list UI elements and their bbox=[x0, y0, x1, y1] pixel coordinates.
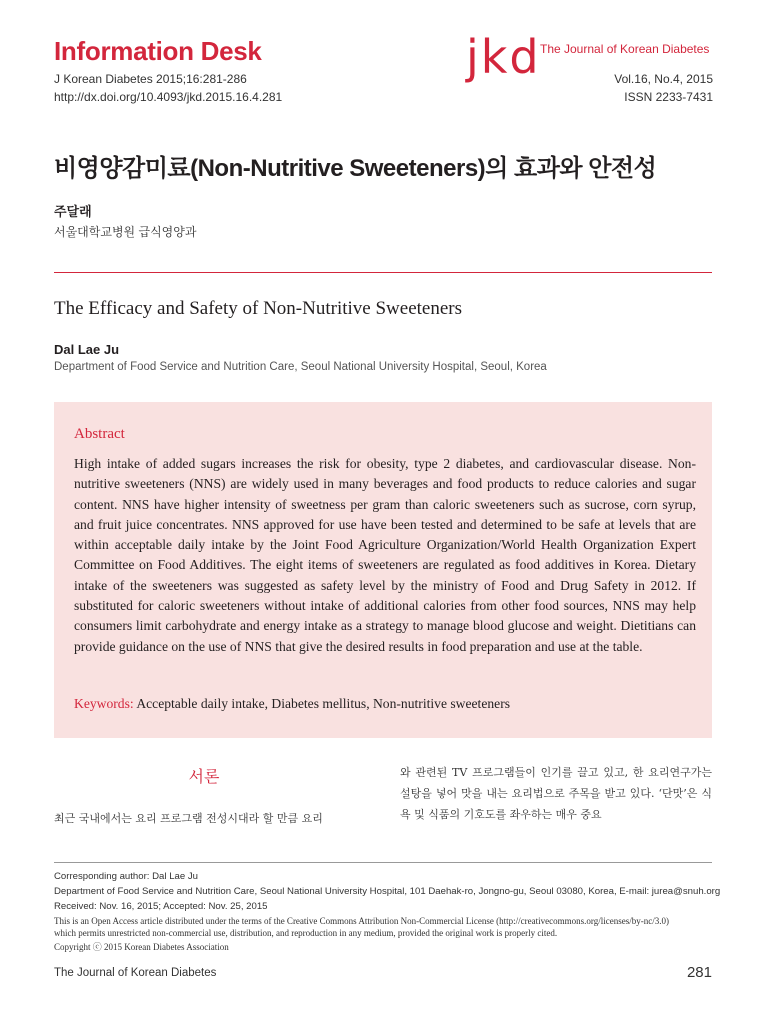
english-author: Dal Lae Ju bbox=[54, 342, 120, 357]
corresponding-author: Corresponding author: Dal Lae Ju bbox=[54, 871, 198, 882]
korean-title: 비영양감미료(Non-Nutritive Sweeteners)의 효과와 안전성 bbox=[54, 155, 657, 182]
abstract-body: High intake of added sugars increases the risk for obesity, type 2 diabetes, and cardiovascular disease. Non-nutritive sweeteners (NNS) are widely used in many beverages and food products to reduce calories and sugar content. NNS have higher intensity of sweetness per gram than caloric sweeteners such as sucrose, corn syrup, and fruit juice concentrates. NNS approved for use have been tested and determined to be safe at levels that are within acceptable daily intake by the Joint Food Agriculture Organization/World Health Organization Expert Committee on Food Additives. The eight items of sweeteners are regulated as food additives in Korea. Dietary intake of the sweeteners was suggested as safety level by the ministry of Food and Drug Safety in 2012. If substituted for caloric sweeteners without intake of additional calories from other food sources, NNS may help consumers limit carbohydrate and energy intake as a strategy to manage blood glucose and weight. Dietitians can provide guidance on the use of NNS that give the desired results in food preparation and use at the table. bbox=[74, 456, 696, 654]
volume-info: Vol.16, No.4, 2015 bbox=[614, 72, 713, 86]
english-title: The Efficacy and Safety of Non-Nutritive Sweeteners bbox=[54, 298, 462, 319]
english-affiliation: Department of Food Service and Nutrition Care, Seoul National University Hospital, Seoul, Korea bbox=[54, 361, 547, 373]
license-line-2: which permits unrestricted non-commercial use, distribution, and reproduction in any medium, provided the original work is properly cited. bbox=[54, 928, 558, 938]
section-label: Information Desk bbox=[54, 36, 262, 66]
abstract-heading: Abstract bbox=[74, 426, 125, 442]
footnote-divider bbox=[54, 862, 712, 863]
keywords-list: Acceptable daily intake, Diabetes mellitus, Non-nutritive sweeteners bbox=[136, 696, 511, 711]
journal-logo: jkd bbox=[466, 30, 541, 84]
author-address: Department of Food Service and Nutrition Care, Seoul National University Hospital, 101 Daehak-ro, Jongno-gu, Seoul 03080, Korea, E-mail: jurea@snuh.org bbox=[54, 886, 721, 897]
intro-heading: 서론 bbox=[188, 767, 220, 786]
journal-name: The Journal of Korean Diabetes bbox=[540, 42, 710, 56]
copyright: Copyright ⓒ 2015 Korean Diabetes Association bbox=[54, 942, 229, 952]
doi-link[interactable]: http://dx.doi.org/10.4093/jkd.2015.16.4.281 bbox=[54, 90, 283, 104]
footer-journal-name: The Journal of Korean Diabetes bbox=[54, 967, 217, 979]
intro-left-column: 최근 국내에서는 요리 프로그램 전성시대라 할 만큼 요리 bbox=[54, 812, 323, 825]
issn: ISSN 2233-7431 bbox=[624, 90, 713, 104]
keywords-label: Keywords: bbox=[74, 696, 134, 711]
title-divider bbox=[54, 272, 712, 273]
citation: J Korean Diabetes 2015;16:281-286 bbox=[54, 72, 247, 86]
korean-author: 주달래 bbox=[54, 204, 92, 219]
article-dates: Received: Nov. 16, 2015; Accepted: Nov. 25, 2015 bbox=[54, 901, 268, 912]
intro-right-column: 와 관련된 TV 프로그램들이 인기를 끌고 있고, 한 요리연구가는 설탕을 넣어 맛을 내는 요리법으로 주목을 받고 있다. ‘단맛’은 식욕 및 식품의 기호도를 좌우하는 매우 중요 bbox=[400, 766, 712, 821]
korean-affiliation: 서울대학교병원 급식영양과 bbox=[54, 225, 197, 239]
license-line-1: This is an Open Access article distributed under the terms of the Creative Commons Attribution Non-Commercial License (http://creativecommons.org/licenses/by-nc/3.0) bbox=[54, 916, 669, 926]
page-number: 281 bbox=[686, 964, 712, 981]
keywords bbox=[74, 696, 510, 712]
